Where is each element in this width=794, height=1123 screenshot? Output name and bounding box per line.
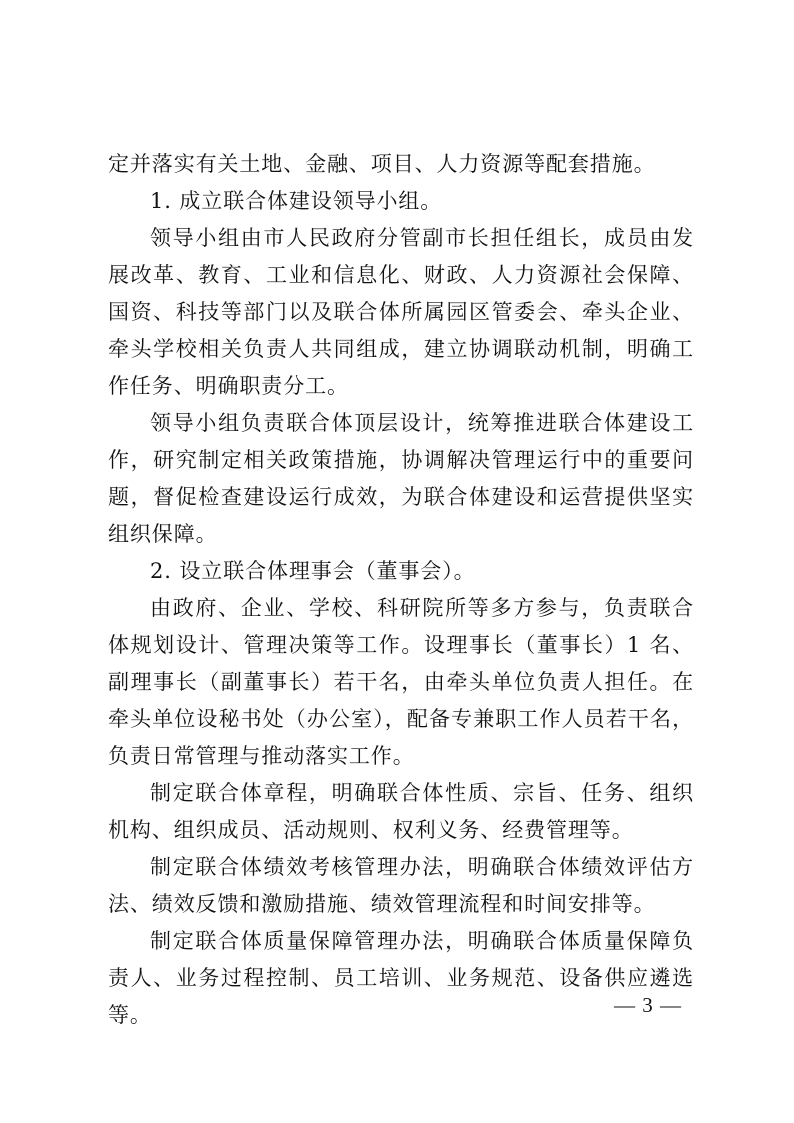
page-number: — 3 — — [614, 993, 682, 1017]
paragraph-leading-group-members: 领导小组由市人民政府分管副市长担任组长，成员由发展改革、教育、工业和信息化、财政、人力资源社会保障、国资、科技等部门以及联合体所属园区管委会、牵头企业、牵头学校相关负责人共同组成，建立协调联动机制，明确工作任务、明确职责分工。 — [108, 226, 694, 398]
paragraph-performance-assessment: 制定联合体绩效考核管理办法，明确联合体绩效评估方法、绩效反馈和激励措施、绩效管理流程和时间安排等。 — [108, 855, 694, 916]
paragraph-leading-group-duties: 领导小组负责联合体顶层设计，统筹推进联合体建设工作，研究制定相关政策措施，协调解决管理运行中的重要问题，督促检查建设运行成效，为联合体建设和运营提供坚实组织保障。 — [108, 411, 694, 546]
paragraph-council-structure: 由政府、企业、学校、科研院所等多方参与，负责联合体规划设计、管理决策等工作。设理事长（董事长）1 名、副理事长（副董事长）若干名，由牵头单位负责人担任。在牵头单位设秘书处（办公室），配备专兼职工作人员若干名，负责日常管理与推动落实工作。 — [108, 596, 694, 768]
paragraph-charter: 制定联合体章程，明确联合体性质、宗旨、任务、组织机构、组织成员、活动规则、权利义务、经费管理等。 — [108, 781, 694, 842]
paragraph-continuation: 定并落实有关土地、金融、项目、人力资源等配套措施。 — [108, 152, 656, 176]
section-heading-2: 2. 设立联合体理事会（董事会）。 — [150, 559, 476, 583]
paragraph-quality-assurance: 制定联合体质量保障管理办法，明确联合体质量保障负责人、业务过程控制、员工培训、业务规范、设备供应遴选等。 — [108, 929, 694, 1027]
section-heading-1: 1. 成立联合体建设领导小组。 — [150, 189, 443, 213]
document-body — [108, 146, 694, 1034]
